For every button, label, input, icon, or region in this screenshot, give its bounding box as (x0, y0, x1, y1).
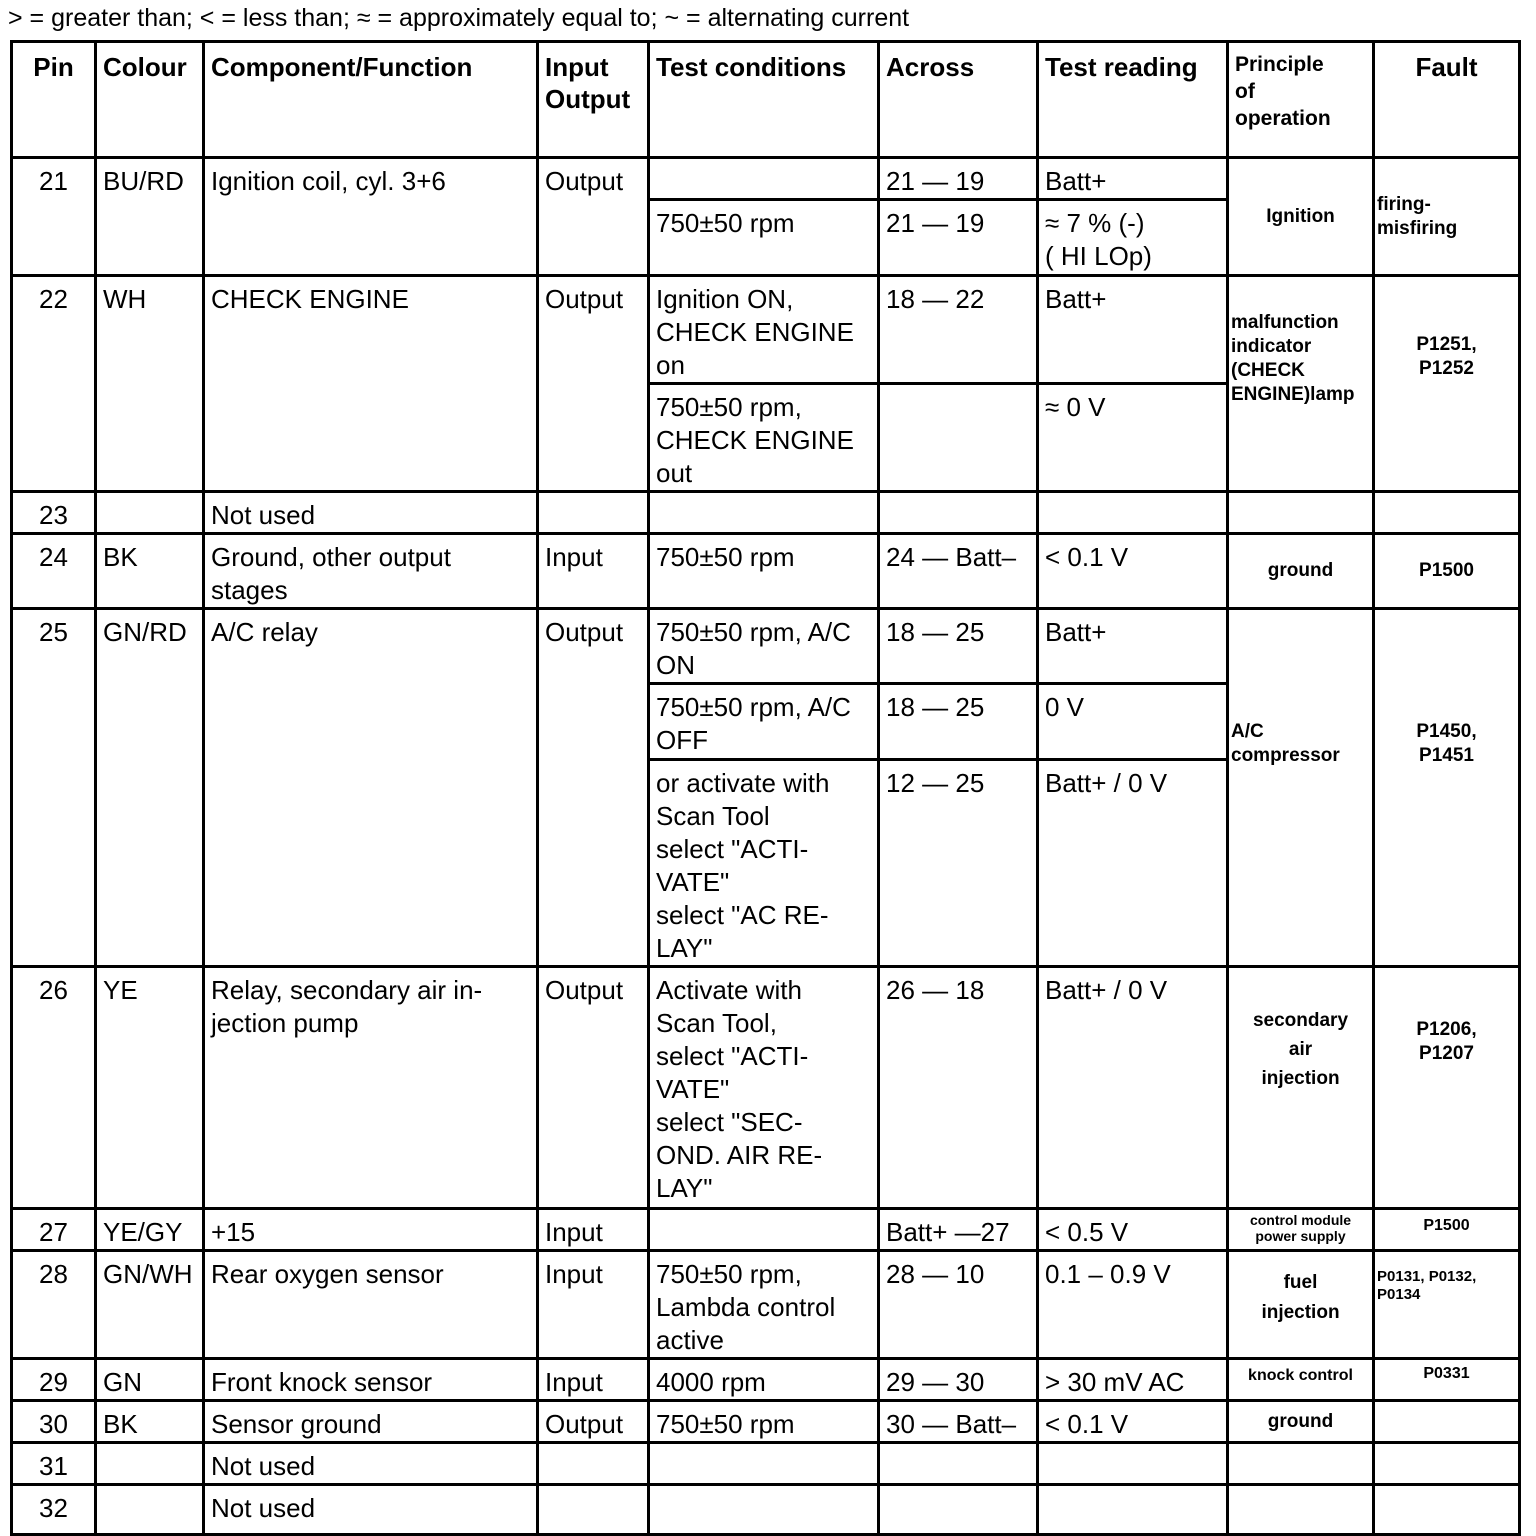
test-condition-cell (649, 1485, 879, 1535)
component-cell: Not used (204, 1485, 538, 1535)
table-row (12, 492, 1520, 534)
test-reading-cell (1038, 1443, 1228, 1485)
pin-cell: 25 (12, 609, 96, 967)
io-cell: Input (538, 534, 649, 609)
table-row (12, 1443, 1520, 1485)
io-cell (538, 492, 649, 534)
header-principle: Principle of operation (1228, 42, 1374, 158)
pin-cell: 24 (12, 534, 96, 609)
principle-cell: knock control (1228, 1359, 1374, 1401)
principle-cell: malfunction indicator (CHECK ENGINE)lamp (1228, 276, 1374, 492)
test-condition-cell: 750±50 rpm (649, 534, 879, 609)
table-row (12, 276, 1520, 384)
io-cell: Output (538, 1401, 649, 1443)
component-cell: Ignition coil, cyl. 3+6 (204, 158, 538, 276)
colour-cell: BK (96, 1401, 204, 1443)
test-condition-cell: Ignition ON, CHECK ENGINE on (649, 276, 879, 384)
across-cell: 18 — 25 (879, 609, 1038, 684)
header-test-reading: Test reading (1038, 42, 1228, 158)
header-colour: Colour (96, 42, 204, 158)
across-cell (879, 492, 1038, 534)
across-cell: 29 — 30 (879, 1359, 1038, 1401)
test-reading-cell: Batt+ / 0 V (1038, 760, 1228, 967)
across-cell: 26 — 18 (879, 967, 1038, 1209)
pin-cell: 30 (12, 1401, 96, 1443)
test-reading-cell: < 0.1 V (1038, 534, 1228, 609)
colour-cell: WH (96, 276, 204, 492)
principle-cell: secondary air injection (1228, 967, 1374, 1209)
test-reading-cell: 0 V (1038, 684, 1228, 760)
fault-cell: P0131, P0132, P0134 (1374, 1251, 1520, 1359)
test-condition-cell: Activate with Scan Tool, select "ACTI- VATE" select "SEC- OND. AIR RE- LAY" (649, 967, 879, 1209)
test-condition-cell: 750±50 rpm (649, 200, 879, 276)
fault-cell (1374, 492, 1520, 534)
test-condition-cell (649, 158, 879, 200)
component-cell: CHECK ENGINE (204, 276, 538, 492)
test-condition-cell: 750±50 rpm, CHECK ENGINE out (649, 384, 879, 492)
table-row (12, 1485, 1520, 1535)
test-reading-cell: ≈ 0 V (1038, 384, 1228, 492)
test-condition-cell: 750±50 rpm (649, 1401, 879, 1443)
table-row (12, 1401, 1520, 1443)
pin-cell: 21 (12, 158, 96, 276)
component-cell: A/C relay (204, 609, 538, 967)
test-reading-cell: ≈ 7 % (-) ( HI LOp) (1038, 200, 1228, 276)
colour-cell: GN (96, 1359, 204, 1401)
io-cell: Input (538, 1359, 649, 1401)
principle-cell (1228, 1443, 1374, 1485)
pin-cell: 32 (12, 1485, 96, 1535)
pin-assignment-table (10, 40, 1521, 1536)
colour-cell: YE (96, 967, 204, 1209)
header-row (12, 42, 1520, 158)
principle-cell: ground (1228, 1401, 1374, 1443)
fault-cell: P1500 (1374, 534, 1520, 609)
table-row (12, 1359, 1520, 1401)
component-cell: Rear oxygen sensor (204, 1251, 538, 1359)
fault-cell (1374, 1401, 1520, 1443)
table-row (12, 534, 1520, 609)
across-cell (879, 1443, 1038, 1485)
fault-cell: firing- misfiring (1374, 158, 1520, 276)
io-cell: Output (538, 609, 649, 967)
across-cell: 21 — 19 (879, 200, 1038, 276)
io-cell (538, 1485, 649, 1535)
pin-cell: 28 (12, 1251, 96, 1359)
colour-cell: GN/WH (96, 1251, 204, 1359)
test-condition-cell: 750±50 rpm, A/C ON (649, 609, 879, 684)
test-reading-cell: 0.1 – 0.9 V (1038, 1251, 1228, 1359)
across-cell: 30 — Batt– (879, 1401, 1038, 1443)
pin-cell: 26 (12, 967, 96, 1209)
io-cell: Input (538, 1209, 649, 1251)
test-reading-cell (1038, 1485, 1228, 1535)
pin-cell: 23 (12, 492, 96, 534)
component-cell: Ground, other output stages (204, 534, 538, 609)
colour-cell (96, 1485, 204, 1535)
fault-cell: P0331 (1374, 1359, 1520, 1401)
principle-cell: ground (1228, 534, 1374, 609)
across-cell (879, 1485, 1038, 1535)
component-cell: Front knock sensor (204, 1359, 538, 1401)
header-component: Component/Function (204, 42, 538, 158)
principle-cell: Ignition (1228, 158, 1374, 276)
io-cell: Output (538, 276, 649, 492)
component-cell: Not used (204, 492, 538, 534)
test-condition-cell (649, 1443, 879, 1485)
across-cell: 28 — 10 (879, 1251, 1038, 1359)
component-cell: Not used (204, 1443, 538, 1485)
principle-cell (1228, 492, 1374, 534)
fault-cell (1374, 1485, 1520, 1535)
fault-cell: P1206, P1207 (1374, 967, 1520, 1209)
colour-cell: BU/RD (96, 158, 204, 276)
io-cell: Input (538, 1251, 649, 1359)
principle-cell: control module power supply (1228, 1209, 1374, 1251)
principle-cell: fuel injection (1228, 1251, 1374, 1359)
component-cell: +15 (204, 1209, 538, 1251)
test-reading-cell: Batt+ / 0 V (1038, 967, 1228, 1209)
table-row (12, 609, 1520, 684)
test-condition-cell: 750±50 rpm, Lambda control active (649, 1251, 879, 1359)
across-cell (879, 384, 1038, 492)
test-reading-cell: < 0.5 V (1038, 1209, 1228, 1251)
component-cell: Sensor ground (204, 1401, 538, 1443)
colour-cell (96, 1443, 204, 1485)
test-condition-cell (649, 1209, 879, 1251)
header-input-output: Input Output (538, 42, 649, 158)
table-row (12, 1251, 1520, 1359)
io-cell (538, 1443, 649, 1485)
table-row (12, 967, 1520, 1209)
colour-cell (96, 492, 204, 534)
colour-cell: GN/RD (96, 609, 204, 967)
test-condition-cell: 750±50 rpm, A/C OFF (649, 684, 879, 760)
colour-cell: BK (96, 534, 204, 609)
across-cell: Batt+ —27 (879, 1209, 1038, 1251)
test-condition-cell: or activate with Scan Tool select "ACTI- VATE" select "AC RE- LAY" (649, 760, 879, 967)
test-reading-cell: Batt+ (1038, 158, 1228, 200)
pin-cell: 31 (12, 1443, 96, 1485)
principle-cell (1228, 1485, 1374, 1535)
test-reading-cell: Batt+ (1038, 609, 1228, 684)
header-test-conditions: Test conditions (649, 42, 879, 158)
test-reading-cell: > 30 mV AC (1038, 1359, 1228, 1401)
across-cell: 18 — 25 (879, 684, 1038, 760)
component-cell: Relay, secondary air in- jection pump (204, 967, 538, 1209)
fault-cell: P1450, P1451 (1374, 609, 1520, 967)
fault-cell (1374, 1443, 1520, 1485)
fault-cell: P1251, P1252 (1374, 276, 1520, 492)
test-condition-cell (649, 492, 879, 534)
test-reading-cell: < 0.1 V (1038, 1401, 1228, 1443)
table-row (12, 158, 1520, 200)
pin-cell: 29 (12, 1359, 96, 1401)
header-fault: Fault (1374, 42, 1520, 158)
io-cell: Output (538, 158, 649, 276)
io-cell: Output (538, 967, 649, 1209)
legend-note: > = greater than; < = less than; ≈ = approximately equal to; ~ = alternating current (8, 4, 910, 32)
across-cell: 24 — Batt– (879, 534, 1038, 609)
test-reading-cell: Batt+ (1038, 276, 1228, 384)
pin-cell: 27 (12, 1209, 96, 1251)
principle-cell: A/C compressor (1228, 609, 1374, 967)
fault-cell: P1500 (1374, 1209, 1520, 1251)
test-condition-cell: 4000 rpm (649, 1359, 879, 1401)
pin-cell: 22 (12, 276, 96, 492)
across-cell: 21 — 19 (879, 158, 1038, 200)
across-cell: 12 — 25 (879, 760, 1038, 967)
table-row (12, 1209, 1520, 1251)
header-across: Across (879, 42, 1038, 158)
across-cell: 18 — 22 (879, 276, 1038, 384)
header-pin: Pin (12, 42, 96, 158)
test-reading-cell (1038, 492, 1228, 534)
colour-cell: YE/GY (96, 1209, 204, 1251)
